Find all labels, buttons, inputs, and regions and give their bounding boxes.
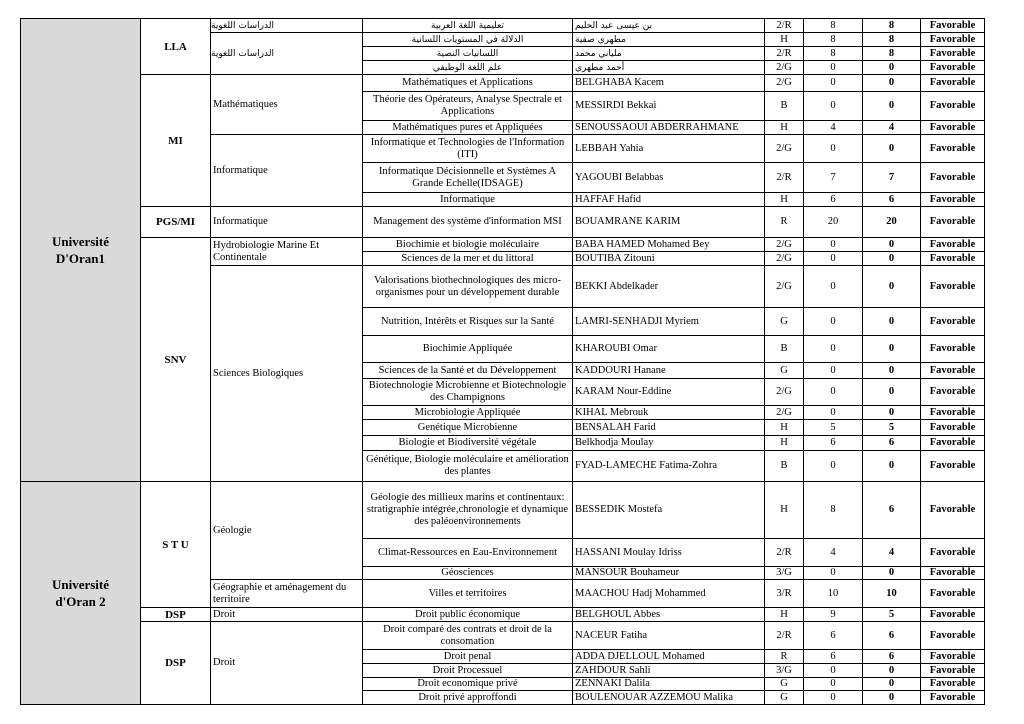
domain-cell: الدراسات اللغوية	[210, 32, 363, 75]
specialty-cell: Informatique	[362, 192, 573, 207]
grade-cell: G	[764, 362, 804, 379]
score-cell: 0	[803, 91, 863, 121]
grade-cell: B	[764, 91, 804, 121]
score-cell: 0	[803, 450, 863, 482]
grade-cell: G	[764, 677, 804, 691]
grade-cell: H	[764, 192, 804, 207]
final-score-cell: 0	[862, 378, 921, 406]
researcher-name-cell: ملياني محمد	[572, 46, 765, 61]
decision-cell: Favorable	[920, 663, 985, 678]
researcher-name-cell: BABA HAMED Mohamed Bey	[572, 237, 765, 252]
final-score-cell: 6	[862, 435, 921, 451]
researcher-name-cell: ADDA DJELLOUL Mohamed	[572, 649, 765, 664]
final-score-cell: 0	[862, 251, 921, 266]
specialty-cell: Mathématiques et Applications	[362, 74, 573, 92]
final-score-cell: 7	[862, 162, 921, 193]
score-cell: 4	[803, 120, 863, 135]
grade-cell: 2/R	[764, 621, 804, 650]
decision-cell: Favorable	[920, 251, 985, 266]
researcher-name-cell: BOUTIBA Zitouni	[572, 251, 765, 266]
researcher-name-cell: BENSALAH Farid	[572, 419, 765, 436]
specialty-cell: Droit comparé des contrats et droit de la consomation	[362, 621, 573, 650]
score-cell: 0	[803, 362, 863, 379]
score-cell: 0	[803, 566, 863, 580]
decision-cell: Favorable	[920, 450, 985, 482]
grade-cell: R	[764, 649, 804, 664]
specialty-cell: Géosciences	[362, 566, 573, 580]
grade-cell: 2/G	[764, 60, 804, 75]
specialty-cell: Sciences de la mer et du littoral	[362, 251, 573, 266]
university-name: Université D'Oran1	[20, 18, 141, 482]
score-cell: 0	[803, 663, 863, 678]
researcher-name-cell: KHAROUBI Omar	[572, 335, 765, 363]
final-score-cell: 0	[862, 237, 921, 252]
grade-cell: 2/G	[764, 405, 804, 420]
decision-cell: Favorable	[920, 378, 985, 406]
final-score-cell: 0	[862, 362, 921, 379]
final-score-cell: 0	[862, 91, 921, 121]
researcher-name-cell: LEBBAH Yahia	[572, 134, 765, 163]
university-name: Université d'Oran 2	[20, 481, 141, 705]
score-cell: 8	[803, 32, 863, 47]
researcher-name-cell: MESSIRDI Bekkai	[572, 91, 765, 121]
decision-cell: Favorable	[920, 690, 985, 705]
score-cell: 8	[803, 18, 863, 33]
domain-cell: Sciences Biologiques	[210, 265, 363, 482]
score-cell: 0	[803, 335, 863, 363]
researcher-name-cell: YAGOUBI Belabbas	[572, 162, 765, 193]
final-score-cell: 8	[862, 18, 921, 33]
specialty-cell: Droit public économique	[362, 607, 573, 622]
specialty-cell: Microbiologie Appliquée	[362, 405, 573, 420]
faculty-code: S T U	[140, 481, 211, 608]
score-cell: 6	[803, 192, 863, 207]
specialty-cell: Génétique, Biologie moléculaire et amélioration des plantes	[362, 450, 573, 482]
grade-cell: H	[764, 120, 804, 135]
decision-cell: Favorable	[920, 579, 985, 608]
final-score-cell: 10	[862, 579, 921, 608]
final-score-cell: 5	[862, 607, 921, 622]
specialty-cell: Droit Processuel	[362, 663, 573, 678]
final-score-cell: 4	[862, 538, 921, 567]
grade-cell: H	[764, 435, 804, 451]
researcher-name-cell: SENOUSSAOUI ABDERRAHMANE	[572, 120, 765, 135]
decision-cell: Favorable	[920, 46, 985, 61]
score-cell: 0	[803, 307, 863, 336]
grade-cell: 2/R	[764, 538, 804, 567]
decision-cell: Favorable	[920, 60, 985, 75]
researcher-name-cell: HAFFAF Hafid	[572, 192, 765, 207]
researcher-name-cell: KADDOURI Hanane	[572, 362, 765, 379]
score-cell: 20	[803, 206, 863, 238]
specialty-cell: اللسانيات النصية	[362, 46, 573, 61]
researcher-name-cell: MAACHOU Hadj Mohammed	[572, 579, 765, 608]
domain-cell: Droit	[210, 621, 363, 705]
score-cell: 0	[803, 677, 863, 691]
specialty-cell: Biologie et Biodiversité végétale	[362, 435, 573, 451]
score-cell: 0	[803, 251, 863, 266]
score-cell: 8	[803, 46, 863, 61]
researcher-name-cell: BELGHABA Kacem	[572, 74, 765, 92]
decision-cell: Favorable	[920, 91, 985, 121]
score-cell: 9	[803, 607, 863, 622]
score-cell: 6	[803, 649, 863, 664]
domain-cell: Droit	[210, 607, 363, 622]
final-score-cell: 8	[862, 46, 921, 61]
faculty-code: DSP	[140, 621, 211, 705]
final-score-cell: 0	[862, 450, 921, 482]
researcher-name-cell: أحمد مطهري	[572, 60, 765, 75]
specialty-cell: Sciences de la Santé et du Développement	[362, 362, 573, 379]
grade-cell: 2/G	[764, 378, 804, 406]
researcher-name-cell: KIHAL Mebrouk	[572, 405, 765, 420]
grade-cell: 2/G	[764, 251, 804, 266]
decision-cell: Favorable	[920, 621, 985, 650]
decision-cell: Favorable	[920, 335, 985, 363]
final-score-cell: 0	[862, 335, 921, 363]
specialty-cell: Droit penal	[362, 649, 573, 664]
score-cell: 4	[803, 538, 863, 567]
researcher-name-cell: BOUAMRANE KARIM	[572, 206, 765, 238]
specialty-cell: Biochimie Appliquée	[362, 335, 573, 363]
specialty-cell: Droit privé approffondi	[362, 690, 573, 705]
decision-cell: Favorable	[920, 405, 985, 420]
score-cell: 0	[803, 237, 863, 252]
specialty-cell: Villes et territoires	[362, 579, 573, 608]
domain-cell: Mathématiques	[210, 74, 363, 135]
domain-cell: Informatique	[210, 206, 363, 238]
domain-cell: Géographie et aménagement du territoire	[210, 579, 363, 608]
grade-cell: G	[764, 690, 804, 705]
researcher-name-cell: ZAHDOUR Sahli	[572, 663, 765, 678]
grade-cell: B	[764, 335, 804, 363]
score-cell: 6	[803, 435, 863, 451]
decision-cell: Favorable	[920, 265, 985, 308]
grade-cell: H	[764, 32, 804, 47]
score-cell: 5	[803, 419, 863, 436]
final-score-cell: 6	[862, 192, 921, 207]
researcher-name-cell: NACEUR Fatiha	[572, 621, 765, 650]
final-score-cell: 6	[862, 481, 921, 539]
grade-cell: 2/R	[764, 18, 804, 33]
specialty-cell: الدلالة في المستويات اللسانية	[362, 32, 573, 47]
specialty-cell: Informatique et Technologies de l'Information (ITI)	[362, 134, 573, 163]
grade-cell: 2/G	[764, 265, 804, 308]
decision-cell: Favorable	[920, 134, 985, 163]
final-score-cell: 6	[862, 649, 921, 664]
specialty-cell: Théorie des Opérateurs, Analyse Spectrale et Applications	[362, 91, 573, 121]
specialty-cell: Biotechnologie Microbienne et Biotechnologie des Champignons	[362, 378, 573, 406]
specialty-cell: Climat-Ressources en Eau-Environnement	[362, 538, 573, 567]
specialty-cell: Informatique Décisionnelle et Systèmes A Grande Echelle(IDSAGE)	[362, 162, 573, 193]
specialty-cell: Droit economique privé	[362, 677, 573, 691]
specialty-cell: Biochimie et biologie moléculaire	[362, 237, 573, 252]
faculty-code: MI	[140, 74, 211, 207]
specialty-cell: تعليمية اللغة العربية	[362, 18, 573, 33]
score-cell: 7	[803, 162, 863, 193]
final-score-cell: 0	[862, 677, 921, 691]
researcher-name-cell: BESSEDIK Mostefa	[572, 481, 765, 539]
domain-cell: Hydrobiologie Marine Et Continentale	[210, 237, 363, 266]
specialty-cell: Nutrition, Intérêts et Risques sur la Santé	[362, 307, 573, 336]
score-cell: 8	[803, 481, 863, 539]
score-cell: 0	[803, 690, 863, 705]
grade-cell: 3/G	[764, 566, 804, 580]
grade-cell: B	[764, 450, 804, 482]
researcher-name-cell: BEKKI Abdelkader	[572, 265, 765, 308]
decision-cell: Favorable	[920, 32, 985, 47]
researcher-name-cell: ZENNAKI Dalila	[572, 677, 765, 691]
final-score-cell: 0	[862, 307, 921, 336]
decision-cell: Favorable	[920, 677, 985, 691]
specialty-cell: Géologie des millieux marins et continentaux: stratigraphie intégrée,chronologie et dynamique des paléoenvironnements	[362, 481, 573, 539]
final-score-cell: 5	[862, 419, 921, 436]
score-cell: 10	[803, 579, 863, 608]
researcher-name-cell: KARAM Nour-Eddine	[572, 378, 765, 406]
specialty-cell: Valorisations biothechnologiques des micro-organismes pour un développement durable	[362, 265, 573, 308]
grade-cell: H	[764, 419, 804, 436]
final-score-cell: 0	[862, 663, 921, 678]
decision-cell: Favorable	[920, 120, 985, 135]
grade-cell: R	[764, 206, 804, 238]
score-cell: 0	[803, 74, 863, 92]
score-cell: 0	[803, 265, 863, 308]
researcher-name-cell: FYAD-LAMECHE Fatima-Zohra	[572, 450, 765, 482]
grade-cell: H	[764, 607, 804, 622]
faculty-code: LLA	[140, 18, 211, 75]
researcher-name-cell: مطهري صفية	[572, 32, 765, 47]
domain-cell: الدراسات اللغوية	[210, 18, 363, 33]
decision-cell: Favorable	[920, 649, 985, 664]
faculty-code: PGS/MI	[140, 206, 211, 238]
grade-cell: 2/R	[764, 162, 804, 193]
specialty-cell: Management des système d'information MSI	[362, 206, 573, 238]
decision-cell: Favorable	[920, 419, 985, 436]
score-cell: 0	[803, 60, 863, 75]
specialty-cell: علم اللغة الوظيفي	[362, 60, 573, 75]
grade-cell: 3/R	[764, 579, 804, 608]
grade-cell: 2/G	[764, 74, 804, 92]
final-score-cell: 4	[862, 120, 921, 135]
domain-cell: Informatique	[210, 134, 363, 207]
faculty-code: SNV	[140, 237, 211, 482]
grade-cell: 2/R	[764, 46, 804, 61]
decision-cell: Favorable	[920, 162, 985, 193]
final-score-cell: 0	[862, 405, 921, 420]
score-cell: 6	[803, 621, 863, 650]
decision-cell: Favorable	[920, 607, 985, 622]
grade-cell: H	[764, 481, 804, 539]
researcher-name-cell: BOULENOUAR AZZEMOU Malika	[572, 690, 765, 705]
final-score-cell: 6	[862, 621, 921, 650]
grade-cell: 3/G	[764, 663, 804, 678]
decision-cell: Favorable	[920, 362, 985, 379]
final-score-cell: 20	[862, 206, 921, 238]
researcher-name-cell: بن عيسى عبد الحليم	[572, 18, 765, 33]
specialty-cell: Mathématiques pures et Appliquées	[362, 120, 573, 135]
score-cell: 0	[803, 378, 863, 406]
grade-cell: 2/G	[764, 134, 804, 163]
final-score-cell: 0	[862, 74, 921, 92]
final-score-cell: 0	[862, 566, 921, 580]
final-score-cell: 0	[862, 265, 921, 308]
decision-cell: Favorable	[920, 74, 985, 92]
researcher-name-cell: HASSANI Moulay Idriss	[572, 538, 765, 567]
decision-cell: Favorable	[920, 481, 985, 539]
domain-cell: Géologie	[210, 481, 363, 580]
final-score-cell: 8	[862, 32, 921, 47]
researcher-name-cell: BELGHOUL Abbes	[572, 607, 765, 622]
score-cell: 0	[803, 405, 863, 420]
grade-cell: 2/G	[764, 237, 804, 252]
decision-cell: Favorable	[920, 192, 985, 207]
decision-cell: Favorable	[920, 435, 985, 451]
score-cell: 0	[803, 134, 863, 163]
grade-cell: G	[764, 307, 804, 336]
final-score-cell: 0	[862, 690, 921, 705]
decision-cell: Favorable	[920, 18, 985, 33]
decision-cell: Favorable	[920, 237, 985, 252]
faculty-code: DSP	[140, 607, 211, 622]
researcher-name-cell: Belkhodja Moulay	[572, 435, 765, 451]
decision-cell: Favorable	[920, 538, 985, 567]
specialty-cell: Genétique Microbienne	[362, 419, 573, 436]
final-score-cell: 0	[862, 134, 921, 163]
decision-cell: Favorable	[920, 566, 985, 580]
researcher-name-cell: LAMRI-SENHADJI Myriem	[572, 307, 765, 336]
final-score-cell: 0	[862, 60, 921, 75]
decision-cell: Favorable	[920, 307, 985, 336]
researcher-name-cell: MANSOUR Bouhameur	[572, 566, 765, 580]
decision-cell: Favorable	[920, 206, 985, 238]
